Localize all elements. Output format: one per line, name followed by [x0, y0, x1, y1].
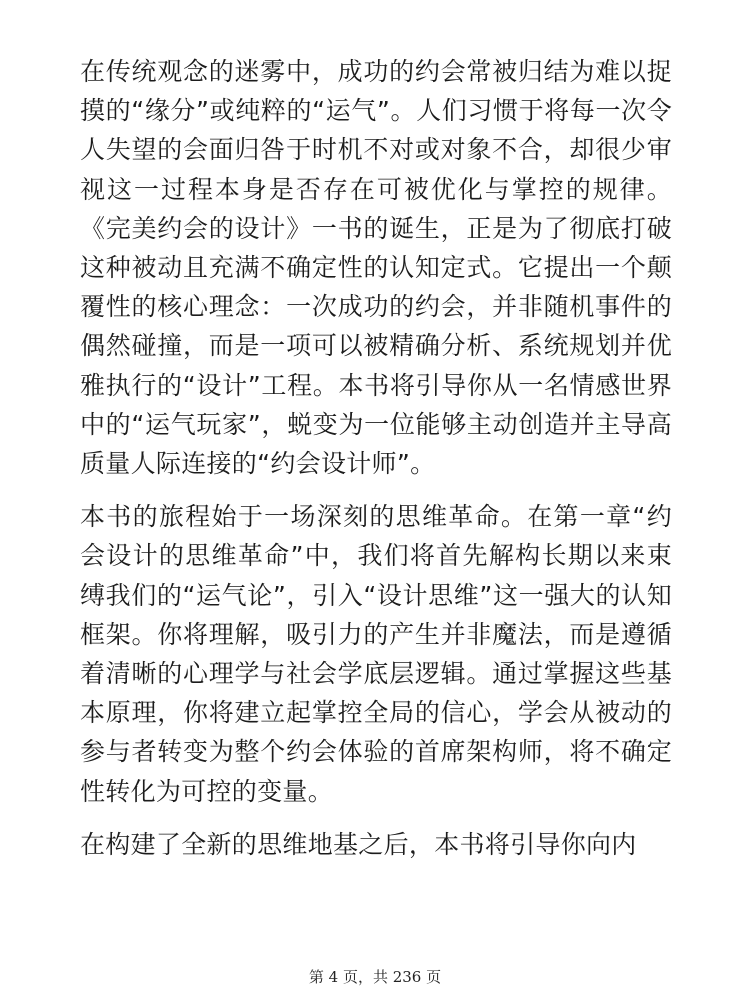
body-text — [80, 52, 672, 878]
paragraph-2: 本书的旅程始于一场深刻的思维革命。在第一章“约会设计的思维革命”中，我们将首先解构长期以来束缚我们的“运气论”，引入“设计思维”这一强大的认知框架。你将理解，吸引力的产生并非魔法，而是遵循着清晰的心理学与社会学底层逻辑。通过掌握这些基本原理，你将建立起掌控全局的信心，学会从被动的参与者转变为整个约会体验的首席架构师，将不确定性转化为可控的变量。 — [80, 502, 672, 806]
paragraph-3: 在构建了全新的思维地基之后，本书将引导你向内 — [80, 829, 637, 859]
paragraph-1: 在传统观念的迷雾中，成功的约会常被归结为难以捉摸的“缘分”或纯粹的“运气”。人们习惯于将每一次令人失望的会面归咎于时机不对或对象不合，却很少审视这一过程本身是否存在可被优化与掌控的规律。《完美约会的设计》一书的诞生，正是为了彻底打破这种被动且充满不确定性的认知定式。它提出一个颠覆性的核心理念：一次成功的约会，并非随机事件的偶然碰撞，而是一项可以被精确分析、系统规划并优雅执行的“设计”工程。本书将引导你从一名情感世界中的“运气玩家”，蜕变为一位能够主动创造并主导高质量人际连接的“约会设计师”。 — [80, 57, 672, 479]
page-number-footer: 第 4 页，共 236 页 — [308, 968, 442, 986]
